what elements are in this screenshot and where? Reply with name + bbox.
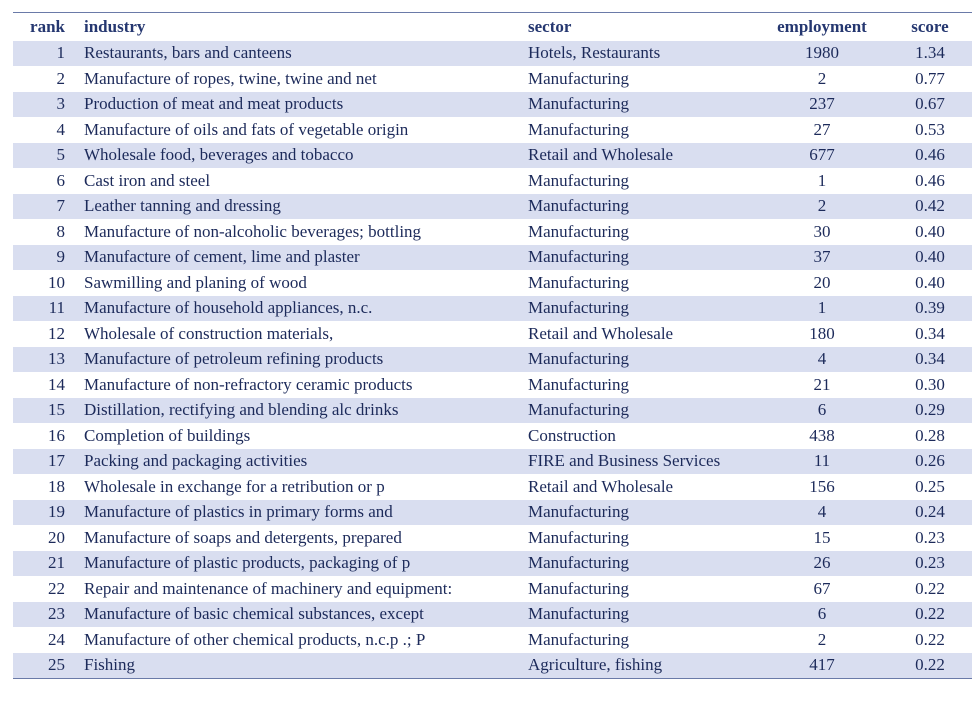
cell-sector: Manufacturing [528, 629, 630, 649]
cell-employment: 677 [809, 145, 835, 165]
cell-score: 0.34 [915, 349, 945, 369]
cell-score: 0.28 [915, 425, 945, 445]
cell-employment: 15 [813, 527, 831, 547]
cell-sector: Manufacturing [528, 374, 630, 394]
table-row [13, 270, 972, 296]
header-row [13, 13, 972, 41]
cell-industry: Wholesale of construction materials, [84, 323, 334, 343]
cell-rank: 7 [56, 196, 65, 216]
cell-rank: 8 [56, 221, 65, 241]
cell-sector: FIRE and Business Services [528, 451, 721, 471]
table-row [13, 296, 972, 322]
cell-score: 0.67 [915, 94, 945, 114]
table-row [13, 398, 972, 424]
cell-rank: 17 [48, 451, 65, 471]
cell-industry: Production of meat and meat products [84, 94, 344, 114]
cell-sector: Manufacturing [528, 400, 630, 420]
cell-industry: Manufacture of plastic products, packaging of p [84, 553, 411, 573]
table-row [13, 66, 972, 92]
cell-rank: 23 [48, 604, 65, 624]
table-body [13, 41, 972, 679]
industry-ranking-table-container [13, 12, 959, 679]
cell-industry: Wholesale food, beverages and tobacco [84, 145, 354, 165]
cell-score: 0.53 [915, 119, 945, 139]
cell-employment: 4 [817, 349, 827, 369]
cell-sector: Manufacturing [528, 68, 630, 88]
cell-industry: Repair and maintenance of machinery and equipment: [84, 578, 453, 598]
cell-score: 0.22 [915, 655, 945, 674]
header-sector: sector [528, 16, 572, 36]
cell-employment: 67 [813, 578, 831, 598]
cell-industry: Manufacture of oils and fats of vegetable origin [84, 119, 409, 139]
cell-rank: 12 [48, 323, 65, 343]
cell-score: 0.39 [915, 298, 945, 318]
cell-score: 0.40 [915, 272, 945, 292]
cell-industry: Manufacture of ropes, twine, twine and net [84, 68, 377, 88]
cell-rank: 11 [48, 298, 65, 318]
table-row [13, 321, 972, 347]
cell-industry: Fishing [84, 655, 136, 674]
cell-rank: 18 [48, 476, 65, 496]
header-industry: industry [84, 16, 146, 36]
cell-industry: Manufacture of cement, lime and plaster [84, 247, 360, 267]
cell-sector: Retail and Wholesale [528, 323, 674, 343]
cell-industry: Completion of buildings [84, 425, 251, 445]
cell-industry: Leather tanning and dressing [84, 196, 281, 216]
cell-score: 0.46 [915, 145, 945, 165]
cell-employment: 6 [817, 604, 827, 624]
cell-industry: Manufacture of plastics in primary forms and [84, 502, 393, 522]
cell-industry: Wholesale in exchange for a retribution or p [84, 476, 385, 496]
cell-sector: Agriculture, fishing [528, 655, 663, 674]
table-row [13, 194, 972, 220]
cell-rank: 3 [56, 94, 65, 114]
header-employment: employment [777, 16, 867, 36]
cell-industry: Sawmilling and planing of wood [84, 272, 307, 292]
cell-sector: Manufacturing [528, 604, 630, 624]
table-row [13, 168, 972, 194]
cell-sector: Retail and Wholesale [528, 476, 674, 496]
cell-industry: Manufacture of other chemical products, n.c.p .; P [84, 629, 426, 649]
table-row [13, 500, 972, 526]
cell-sector: Hotels, Restaurants [528, 43, 661, 63]
cell-rank: 10 [48, 272, 65, 292]
cell-employment: 156 [809, 476, 835, 496]
cell-employment: 27 [813, 119, 831, 139]
cell-score: 0.25 [915, 476, 945, 496]
table-row [13, 602, 972, 628]
cell-rank: 2 [56, 68, 65, 88]
cell-rank: 25 [48, 655, 65, 674]
cell-sector: Manufacturing [528, 502, 630, 522]
cell-industry: Manufacture of petroleum refining products [84, 349, 384, 369]
cell-sector: Manufacturing [528, 196, 630, 216]
cell-employment: 2 [817, 68, 827, 88]
cell-score: 0.42 [915, 196, 945, 216]
table-row [13, 219, 972, 245]
table-row [13, 525, 972, 551]
cell-employment: 2 [817, 629, 827, 649]
cell-rank: 16 [48, 425, 65, 445]
cell-industry: Packing and packaging activities [84, 451, 308, 471]
table-row [13, 41, 972, 67]
cell-employment: 30 [813, 221, 831, 241]
cell-sector: Manufacturing [528, 349, 630, 369]
table-row [13, 347, 972, 373]
cell-score: 0.34 [915, 323, 945, 343]
cell-industry: Manufacture of non-refractory ceramic products [84, 374, 413, 394]
cell-employment: 1 [817, 298, 827, 318]
cell-sector: Manufacturing [528, 119, 630, 139]
table-row [13, 551, 972, 577]
table-row [13, 474, 972, 500]
cell-score: 0.40 [915, 221, 945, 241]
table-row [13, 372, 972, 398]
table-row [13, 449, 972, 475]
table-row [13, 653, 972, 679]
cell-employment: 2 [817, 196, 827, 216]
cell-score: 0.46 [915, 170, 945, 190]
cell-score: 0.22 [915, 604, 945, 624]
header-rank: rank [30, 16, 65, 36]
table-row [13, 576, 972, 602]
table-row [13, 92, 972, 118]
cell-employment: 417 [809, 655, 835, 674]
cell-employment: 11 [813, 451, 831, 471]
cell-score: 0.23 [915, 553, 945, 573]
cell-rank: 4 [56, 119, 65, 139]
cell-sector: Manufacturing [528, 272, 630, 292]
industry-ranking-table [13, 12, 972, 679]
cell-employment: 20 [813, 272, 831, 292]
table-header [13, 13, 972, 41]
cell-industry: Manufacture of basic chemical substances, except [84, 604, 424, 624]
cell-sector: Manufacturing [528, 578, 630, 598]
cell-sector: Manufacturing [528, 221, 630, 241]
cell-rank: 9 [56, 247, 65, 267]
table-row [13, 423, 972, 449]
cell-score: 0.40 [915, 247, 945, 267]
table-row [13, 143, 972, 169]
cell-employment: 237 [809, 94, 835, 114]
cell-employment: 37 [813, 247, 831, 267]
cell-industry: Cast iron and steel [84, 170, 211, 190]
cell-score: 0.22 [915, 629, 945, 649]
cell-industry: Distillation, rectifying and blending alc drinks [84, 400, 399, 420]
cell-score: 0.77 [915, 68, 945, 88]
cell-employment: 21 [813, 374, 831, 394]
cell-score: 0.30 [915, 374, 945, 394]
cell-rank: 20 [48, 527, 65, 547]
table-row [13, 117, 972, 143]
cell-score: 0.23 [915, 527, 945, 547]
cell-industry: Manufacture of non-alcoholic beverages; bottling [84, 221, 422, 241]
cell-sector: Construction [528, 425, 616, 445]
header-score: score [911, 16, 949, 36]
cell-score: 1.34 [915, 43, 945, 63]
cell-employment: 4 [817, 502, 827, 522]
table-row [13, 627, 972, 653]
cell-industry: Manufacture of household appliances, n.c. [84, 298, 373, 318]
cell-sector: Manufacturing [528, 170, 630, 190]
cell-employment: 26 [813, 553, 831, 573]
cell-sector: Manufacturing [528, 527, 630, 547]
cell-employment: 438 [809, 425, 835, 445]
cell-score: 0.22 [915, 578, 945, 598]
table-row [13, 245, 972, 271]
cell-sector: Manufacturing [528, 94, 630, 114]
cell-industry: Manufacture of soaps and detergents, prepared [84, 527, 402, 547]
cell-employment: 1 [817, 170, 827, 190]
cell-sector: Retail and Wholesale [528, 145, 674, 165]
cell-rank: 19 [48, 502, 65, 522]
cell-rank: 5 [56, 145, 65, 165]
cell-rank: 24 [48, 629, 65, 649]
cell-rank: 13 [48, 349, 65, 369]
cell-rank: 21 [48, 553, 65, 573]
cell-employment: 1980 [805, 43, 839, 63]
cell-rank: 1 [56, 43, 65, 63]
cell-employment: 6 [817, 400, 827, 420]
cell-rank: 6 [56, 170, 65, 190]
cell-score: 0.29 [915, 400, 945, 420]
cell-rank: 14 [48, 374, 65, 394]
cell-employment: 180 [809, 323, 835, 343]
cell-score: 0.26 [915, 451, 945, 471]
cell-sector: Manufacturing [528, 553, 630, 573]
cell-sector: Manufacturing [528, 298, 630, 318]
cell-sector: Manufacturing [528, 247, 630, 267]
cell-industry: Restaurants, bars and canteens [84, 43, 292, 63]
cell-score: 0.24 [915, 502, 945, 522]
cell-rank: 22 [48, 578, 65, 598]
cell-rank: 15 [48, 400, 65, 420]
